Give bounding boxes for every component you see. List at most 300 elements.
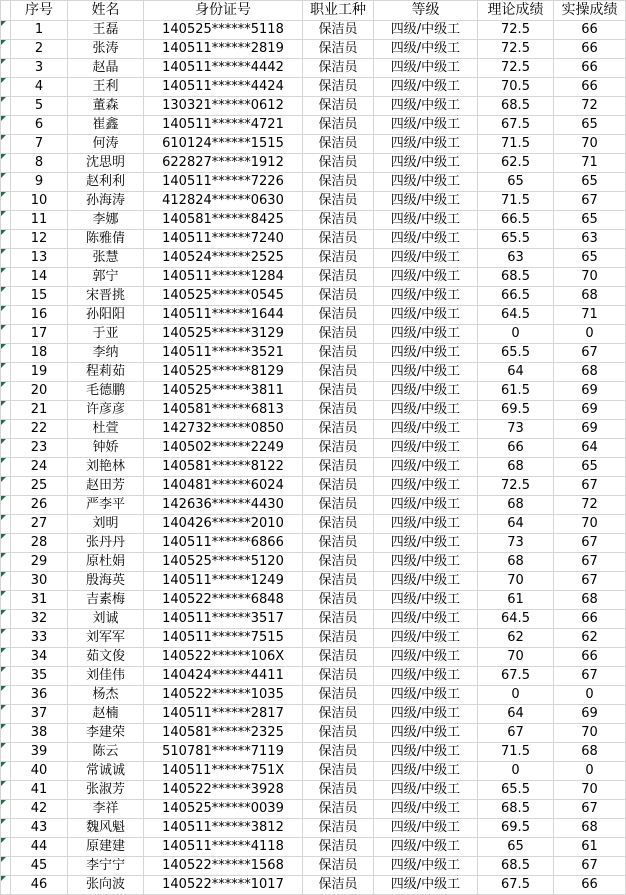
cell-level[interactable]: 四级/中级工 <box>374 515 478 534</box>
cell-index[interactable]: 14 <box>11 268 68 287</box>
cell-theory[interactable]: 71.5 <box>478 743 554 762</box>
cell-id[interactable]: 140511******7515 <box>144 629 303 648</box>
cell-index[interactable]: 31 <box>11 591 68 610</box>
cell-marker[interactable] <box>1 819 11 838</box>
cell-id[interactable]: 142636******4430 <box>144 496 303 515</box>
cell-marker[interactable] <box>1 154 11 173</box>
cell-name[interactable]: 宋晋挑 <box>68 287 144 306</box>
cell-theory[interactable]: 61.5 <box>478 382 554 401</box>
cell-marker[interactable] <box>1 572 11 591</box>
cell-theory[interactable]: 0 <box>478 325 554 344</box>
cell-index[interactable]: 19 <box>11 363 68 382</box>
cell-level[interactable]: 四级/中级工 <box>374 344 478 363</box>
cell-index[interactable]: 22 <box>11 420 68 439</box>
cell-practical[interactable]: 69 <box>554 382 626 401</box>
cell-occupation[interactable]: 保洁员 <box>303 629 374 648</box>
cell-theory[interactable]: 66.5 <box>478 287 554 306</box>
header-cell-practical[interactable]: 实操成绩 <box>554 1 626 21</box>
cell-occupation[interactable]: 保洁员 <box>303 382 374 401</box>
cell-occupation[interactable]: 保洁员 <box>303 21 374 40</box>
cell-occupation[interactable]: 保洁员 <box>303 97 374 116</box>
cell-occupation[interactable]: 保洁员 <box>303 135 374 154</box>
cell-theory[interactable]: 73 <box>478 420 554 439</box>
cell-id[interactable]: 140424******4411 <box>144 667 303 686</box>
cell-id[interactable]: 140511******7226 <box>144 173 303 192</box>
cell-marker[interactable] <box>1 439 11 458</box>
cell-level[interactable]: 四级/中级工 <box>374 97 478 116</box>
cell-occupation[interactable]: 保洁员 <box>303 591 374 610</box>
cell-name[interactable]: 张慧 <box>68 249 144 268</box>
cell-theory[interactable]: 70.5 <box>478 78 554 97</box>
cell-marker[interactable] <box>1 287 11 306</box>
cell-id[interactable]: 412824******0630 <box>144 192 303 211</box>
cell-occupation[interactable]: 保洁员 <box>303 876 374 895</box>
cell-theory[interactable]: 68 <box>478 496 554 515</box>
cell-marker[interactable] <box>1 325 11 344</box>
cell-marker[interactable] <box>1 382 11 401</box>
cell-occupation[interactable]: 保洁员 <box>303 762 374 781</box>
cell-practical[interactable]: 67 <box>554 667 626 686</box>
cell-theory[interactable]: 67.5 <box>478 116 554 135</box>
cell-occupation[interactable]: 保洁员 <box>303 515 374 534</box>
cell-practical[interactable]: 61 <box>554 838 626 857</box>
cell-occupation[interactable]: 保洁员 <box>303 819 374 838</box>
cell-name[interactable]: 陈云 <box>68 743 144 762</box>
cell-occupation[interactable]: 保洁员 <box>303 420 374 439</box>
cell-name[interactable]: 魏风魁 <box>68 819 144 838</box>
cell-theory[interactable]: 70 <box>478 572 554 591</box>
cell-id[interactable]: 140511******1644 <box>144 306 303 325</box>
cell-marker[interactable] <box>1 135 11 154</box>
cell-id[interactable]: 140522******1017 <box>144 876 303 895</box>
cell-id[interactable]: 140511******4442 <box>144 59 303 78</box>
cell-level[interactable]: 四级/中级工 <box>374 629 478 648</box>
cell-practical[interactable]: 70 <box>554 135 626 154</box>
cell-index[interactable]: 23 <box>11 439 68 458</box>
cell-name[interactable]: 刘诚 <box>68 610 144 629</box>
cell-name[interactable]: 严李平 <box>68 496 144 515</box>
cell-index[interactable]: 6 <box>11 116 68 135</box>
cell-level[interactable]: 四级/中级工 <box>374 173 478 192</box>
cell-marker[interactable] <box>1 97 11 116</box>
cell-theory[interactable]: 0 <box>478 762 554 781</box>
cell-name[interactable]: 赵晶 <box>68 59 144 78</box>
cell-theory[interactable]: 65.5 <box>478 781 554 800</box>
cell-marker[interactable] <box>1 477 11 496</box>
cell-theory[interactable]: 0 <box>478 686 554 705</box>
cell-level[interactable]: 四级/中级工 <box>374 743 478 762</box>
cell-occupation[interactable]: 保洁员 <box>303 192 374 211</box>
cell-level[interactable]: 四级/中级工 <box>374 382 478 401</box>
cell-marker[interactable] <box>1 230 11 249</box>
cell-index[interactable]: 16 <box>11 306 68 325</box>
cell-name[interactable]: 毛德鹏 <box>68 382 144 401</box>
cell-marker[interactable] <box>1 610 11 629</box>
cell-occupation[interactable]: 保洁员 <box>303 857 374 876</box>
cell-name[interactable]: 赵楠 <box>68 705 144 724</box>
cell-name[interactable]: 孙阳阳 <box>68 306 144 325</box>
cell-id[interactable]: 140511******3517 <box>144 610 303 629</box>
cell-index[interactable]: 41 <box>11 781 68 800</box>
cell-marker[interactable] <box>1 192 11 211</box>
cell-marker[interactable] <box>1 667 11 686</box>
cell-index[interactable]: 34 <box>11 648 68 667</box>
cell-level[interactable]: 四级/中级工 <box>374 59 478 78</box>
cell-theory[interactable]: 61 <box>478 591 554 610</box>
cell-marker[interactable] <box>1 762 11 781</box>
cell-id[interactable]: 140511******2819 <box>144 40 303 59</box>
cell-level[interactable]: 四级/中级工 <box>374 439 478 458</box>
cell-marker[interactable] <box>1 173 11 192</box>
cell-theory[interactable]: 72.5 <box>478 59 554 78</box>
cell-practical[interactable]: 70 <box>554 724 626 743</box>
cell-practical[interactable]: 62 <box>554 629 626 648</box>
cell-theory[interactable]: 63 <box>478 249 554 268</box>
cell-practical[interactable]: 66 <box>554 40 626 59</box>
cell-practical[interactable]: 64 <box>554 439 626 458</box>
cell-index[interactable]: 40 <box>11 762 68 781</box>
cell-id[interactable]: 140524******2525 <box>144 249 303 268</box>
cell-level[interactable]: 四级/中级工 <box>374 325 478 344</box>
cell-id[interactable]: 140426******2010 <box>144 515 303 534</box>
cell-name[interactable]: 吉素梅 <box>68 591 144 610</box>
cell-name[interactable]: 李祥 <box>68 800 144 819</box>
cell-occupation[interactable]: 保洁员 <box>303 211 374 230</box>
cell-name[interactable]: 何涛 <box>68 135 144 154</box>
cell-level[interactable]: 四级/中级工 <box>374 249 478 268</box>
cell-occupation[interactable]: 保洁员 <box>303 477 374 496</box>
cell-theory[interactable]: 68 <box>478 458 554 477</box>
cell-occupation[interactable]: 保洁员 <box>303 154 374 173</box>
cell-occupation[interactable]: 保洁员 <box>303 743 374 762</box>
cell-marker[interactable] <box>1 496 11 515</box>
cell-level[interactable]: 四级/中级工 <box>374 268 478 287</box>
cell-id[interactable]: 610124******1515 <box>144 135 303 154</box>
cell-occupation[interactable]: 保洁员 <box>303 496 374 515</box>
cell-name[interactable]: 沈思明 <box>68 154 144 173</box>
cell-index[interactable]: 21 <box>11 401 68 420</box>
cell-level[interactable]: 四级/中级工 <box>374 819 478 838</box>
cell-index[interactable]: 4 <box>11 78 68 97</box>
cell-marker[interactable] <box>1 21 11 40</box>
cell-level[interactable]: 四级/中级工 <box>374 610 478 629</box>
cell-occupation[interactable]: 保洁员 <box>303 648 374 667</box>
cell-level[interactable]: 四级/中级工 <box>374 572 478 591</box>
cell-index[interactable]: 39 <box>11 743 68 762</box>
cell-theory[interactable]: 68 <box>478 553 554 572</box>
cell-practical[interactable]: 68 <box>554 591 626 610</box>
cell-id[interactable]: 140525******3129 <box>144 325 303 344</box>
header-cell-name[interactable]: 姓名 <box>68 1 144 21</box>
header-cell-theory[interactable]: 理论成绩 <box>478 1 554 21</box>
cell-theory[interactable]: 66.5 <box>478 211 554 230</box>
cell-practical[interactable]: 71 <box>554 154 626 173</box>
cell-occupation[interactable]: 保洁员 <box>303 363 374 382</box>
cell-level[interactable]: 四级/中级工 <box>374 401 478 420</box>
cell-id[interactable]: 140525******0545 <box>144 287 303 306</box>
cell-marker[interactable] <box>1 800 11 819</box>
cell-name[interactable]: 崔鑫 <box>68 116 144 135</box>
cell-index[interactable]: 45 <box>11 857 68 876</box>
cell-level[interactable]: 四级/中级工 <box>374 705 478 724</box>
cell-level[interactable]: 四级/中级工 <box>374 648 478 667</box>
cell-practical[interactable]: 67 <box>554 192 626 211</box>
cell-occupation[interactable]: 保洁员 <box>303 705 374 724</box>
cell-name[interactable]: 程莉茹 <box>68 363 144 382</box>
cell-practical[interactable]: 65 <box>554 116 626 135</box>
cell-occupation[interactable]: 保洁员 <box>303 78 374 97</box>
cell-marker[interactable] <box>1 116 11 135</box>
cell-theory[interactable]: 65 <box>478 173 554 192</box>
cell-level[interactable]: 四级/中级工 <box>374 154 478 173</box>
cell-name[interactable]: 殷海英 <box>68 572 144 591</box>
cell-name[interactable]: 王磊 <box>68 21 144 40</box>
cell-theory[interactable]: 65.5 <box>478 344 554 363</box>
cell-occupation[interactable]: 保洁员 <box>303 781 374 800</box>
cell-level[interactable]: 四级/中级工 <box>374 135 478 154</box>
cell-occupation[interactable]: 保洁员 <box>303 439 374 458</box>
cell-index[interactable]: 38 <box>11 724 68 743</box>
cell-level[interactable]: 四级/中级工 <box>374 762 478 781</box>
cell-index[interactable]: 46 <box>11 876 68 895</box>
cell-level[interactable]: 四级/中级工 <box>374 116 478 135</box>
cell-name[interactable]: 张丹丹 <box>68 534 144 553</box>
cell-level[interactable]: 四级/中级工 <box>374 667 478 686</box>
cell-practical[interactable]: 67 <box>554 477 626 496</box>
cell-theory[interactable]: 62 <box>478 629 554 648</box>
cell-occupation[interactable]: 保洁员 <box>303 572 374 591</box>
cell-theory[interactable]: 64.5 <box>478 610 554 629</box>
cell-name[interactable]: 赵田芳 <box>68 477 144 496</box>
cell-id[interactable]: 140511******7240 <box>144 230 303 249</box>
cell-index[interactable]: 17 <box>11 325 68 344</box>
cell-practical[interactable]: 72 <box>554 496 626 515</box>
cell-index[interactable]: 12 <box>11 230 68 249</box>
cell-occupation[interactable]: 保洁员 <box>303 40 374 59</box>
cell-id[interactable]: 140581******8122 <box>144 458 303 477</box>
cell-index[interactable]: 32 <box>11 610 68 629</box>
cell-marker[interactable] <box>1 268 11 287</box>
cell-index[interactable]: 43 <box>11 819 68 838</box>
cell-theory[interactable]: 64 <box>478 363 554 382</box>
cell-id[interactable]: 140511******4118 <box>144 838 303 857</box>
cell-id[interactable]: 140522******1035 <box>144 686 303 705</box>
cell-index[interactable]: 24 <box>11 458 68 477</box>
cell-practical[interactable]: 72 <box>554 97 626 116</box>
cell-occupation[interactable]: 保洁员 <box>303 724 374 743</box>
cell-theory[interactable]: 68.5 <box>478 800 554 819</box>
cell-id[interactable]: 140511******1249 <box>144 572 303 591</box>
cell-level[interactable]: 四级/中级工 <box>374 230 478 249</box>
cell-level[interactable]: 四级/中级工 <box>374 781 478 800</box>
cell-name[interactable]: 孙海涛 <box>68 192 144 211</box>
cell-level[interactable]: 四级/中级工 <box>374 78 478 97</box>
cell-level[interactable]: 四级/中级工 <box>374 553 478 572</box>
cell-marker[interactable] <box>1 553 11 572</box>
cell-theory[interactable]: 67.5 <box>478 876 554 895</box>
cell-theory[interactable]: 71.5 <box>478 192 554 211</box>
cell-occupation[interactable]: 保洁员 <box>303 534 374 553</box>
cell-level[interactable]: 四级/中级工 <box>374 363 478 382</box>
cell-level[interactable]: 四级/中级工 <box>374 686 478 705</box>
cell-marker[interactable] <box>1 857 11 876</box>
cell-index[interactable]: 36 <box>11 686 68 705</box>
cell-index[interactable]: 42 <box>11 800 68 819</box>
cell-theory[interactable]: 62.5 <box>478 154 554 173</box>
cell-id[interactable]: 622827******1912 <box>144 154 303 173</box>
cell-marker[interactable] <box>1 724 11 743</box>
cell-occupation[interactable]: 保洁员 <box>303 325 374 344</box>
cell-name[interactable]: 原建建 <box>68 838 144 857</box>
cell-level[interactable]: 四级/中级工 <box>374 496 478 515</box>
cell-marker[interactable] <box>1 211 11 230</box>
cell-marker[interactable] <box>1 705 11 724</box>
cell-name[interactable]: 王利 <box>68 78 144 97</box>
cell-occupation[interactable]: 保洁员 <box>303 610 374 629</box>
cell-index[interactable]: 7 <box>11 135 68 154</box>
cell-level[interactable]: 四级/中级工 <box>374 21 478 40</box>
cell-level[interactable]: 四级/中级工 <box>374 40 478 59</box>
cell-index[interactable]: 3 <box>11 59 68 78</box>
cell-practical[interactable]: 65 <box>554 173 626 192</box>
cell-marker[interactable] <box>1 78 11 97</box>
cell-level[interactable]: 四级/中级工 <box>374 211 478 230</box>
cell-practical[interactable]: 71 <box>554 306 626 325</box>
cell-marker[interactable] <box>1 743 11 762</box>
header-cell-marker[interactable] <box>1 1 11 21</box>
cell-occupation[interactable]: 保洁员 <box>303 268 374 287</box>
cell-index[interactable]: 11 <box>11 211 68 230</box>
cell-name[interactable]: 钟娇 <box>68 439 144 458</box>
cell-index[interactable]: 8 <box>11 154 68 173</box>
cell-theory[interactable]: 72.5 <box>478 40 554 59</box>
cell-practical[interactable]: 65 <box>554 249 626 268</box>
cell-marker[interactable] <box>1 306 11 325</box>
cell-practical[interactable]: 66 <box>554 648 626 667</box>
cell-id[interactable]: 140511******6866 <box>144 534 303 553</box>
cell-occupation[interactable]: 保洁员 <box>303 667 374 686</box>
cell-theory[interactable]: 68.5 <box>478 857 554 876</box>
cell-name[interactable]: 李纳 <box>68 344 144 363</box>
cell-id[interactable]: 130321******0612 <box>144 97 303 116</box>
cell-practical[interactable]: 69 <box>554 705 626 724</box>
cell-name[interactable]: 张涛 <box>68 40 144 59</box>
cell-occupation[interactable]: 保洁员 <box>303 553 374 572</box>
cell-name[interactable]: 李建荣 <box>68 724 144 743</box>
cell-marker[interactable] <box>1 401 11 420</box>
cell-theory[interactable]: 71.5 <box>478 135 554 154</box>
cell-practical[interactable]: 68 <box>554 819 626 838</box>
cell-theory[interactable]: 69.5 <box>478 819 554 838</box>
cell-id[interactable]: 140481******6024 <box>144 477 303 496</box>
cell-practical[interactable]: 70 <box>554 515 626 534</box>
cell-level[interactable]: 四级/中级工 <box>374 724 478 743</box>
cell-name[interactable]: 赵利利 <box>68 173 144 192</box>
cell-name[interactable]: 刘明 <box>68 515 144 534</box>
cell-level[interactable]: 四级/中级工 <box>374 876 478 895</box>
cell-theory[interactable]: 68.5 <box>478 268 554 287</box>
cell-index[interactable]: 25 <box>11 477 68 496</box>
cell-level[interactable]: 四级/中级工 <box>374 192 478 211</box>
cell-level[interactable]: 四级/中级工 <box>374 534 478 553</box>
cell-theory[interactable]: 72.5 <box>478 477 554 496</box>
header-cell-index[interactable]: 序号 <box>11 1 68 21</box>
cell-occupation[interactable]: 保洁员 <box>303 686 374 705</box>
cell-level[interactable]: 四级/中级工 <box>374 857 478 876</box>
cell-theory[interactable]: 68.5 <box>478 97 554 116</box>
cell-occupation[interactable]: 保洁员 <box>303 344 374 363</box>
cell-practical[interactable]: 68 <box>554 363 626 382</box>
cell-marker[interactable] <box>1 686 11 705</box>
cell-practical[interactable]: 68 <box>554 743 626 762</box>
cell-practical[interactable]: 65 <box>554 211 626 230</box>
cell-marker[interactable] <box>1 591 11 610</box>
cell-occupation[interactable]: 保洁员 <box>303 116 374 135</box>
cell-practical[interactable]: 66 <box>554 876 626 895</box>
cell-occupation[interactable]: 保洁员 <box>303 173 374 192</box>
cell-occupation[interactable]: 保洁员 <box>303 59 374 78</box>
cell-index[interactable]: 27 <box>11 515 68 534</box>
cell-name[interactable]: 张淑芳 <box>68 781 144 800</box>
cell-id[interactable]: 140525******0039 <box>144 800 303 819</box>
cell-id[interactable]: 140502******2249 <box>144 439 303 458</box>
cell-id[interactable]: 140525******8129 <box>144 363 303 382</box>
cell-id[interactable]: 142732******0850 <box>144 420 303 439</box>
cell-id[interactable]: 140522******106X <box>144 648 303 667</box>
cell-practical[interactable]: 67 <box>554 800 626 819</box>
cell-level[interactable]: 四级/中级工 <box>374 800 478 819</box>
cell-theory[interactable]: 67.5 <box>478 667 554 686</box>
header-cell-level[interactable]: 等级 <box>374 1 478 21</box>
cell-theory[interactable]: 67 <box>478 724 554 743</box>
cell-id[interactable]: 140511******751X <box>144 762 303 781</box>
cell-practical[interactable]: 66 <box>554 21 626 40</box>
cell-id[interactable]: 140581******8425 <box>144 211 303 230</box>
cell-name[interactable]: 陈雅倩 <box>68 230 144 249</box>
cell-practical[interactable]: 67 <box>554 572 626 591</box>
cell-marker[interactable] <box>1 515 11 534</box>
cell-theory[interactable]: 73 <box>478 534 554 553</box>
cell-name[interactable]: 董森 <box>68 97 144 116</box>
cell-marker[interactable] <box>1 876 11 895</box>
cell-marker[interactable] <box>1 363 11 382</box>
cell-level[interactable]: 四级/中级工 <box>374 838 478 857</box>
cell-practical[interactable]: 66 <box>554 610 626 629</box>
cell-practical[interactable]: 0 <box>554 686 626 705</box>
cell-name[interactable]: 刘佳伟 <box>68 667 144 686</box>
cell-id[interactable]: 140511******4424 <box>144 78 303 97</box>
cell-index[interactable]: 9 <box>11 173 68 192</box>
cell-id[interactable]: 140522******1568 <box>144 857 303 876</box>
cell-name[interactable]: 李宁宁 <box>68 857 144 876</box>
cell-practical[interactable]: 67 <box>554 344 626 363</box>
cell-marker[interactable] <box>1 344 11 363</box>
cell-id[interactable]: 140511******4721 <box>144 116 303 135</box>
cell-index[interactable]: 37 <box>11 705 68 724</box>
header-cell-occupation[interactable]: 职业工种 <box>303 1 374 21</box>
cell-level[interactable]: 四级/中级工 <box>374 420 478 439</box>
cell-index[interactable]: 13 <box>11 249 68 268</box>
cell-id[interactable]: 510781******7119 <box>144 743 303 762</box>
cell-occupation[interactable]: 保洁员 <box>303 401 374 420</box>
cell-name[interactable]: 张向波 <box>68 876 144 895</box>
cell-marker[interactable] <box>1 249 11 268</box>
cell-id[interactable]: 140525******5118 <box>144 21 303 40</box>
cell-index[interactable]: 15 <box>11 287 68 306</box>
cell-practical[interactable]: 69 <box>554 401 626 420</box>
cell-id[interactable]: 140522******3928 <box>144 781 303 800</box>
cell-index[interactable]: 2 <box>11 40 68 59</box>
